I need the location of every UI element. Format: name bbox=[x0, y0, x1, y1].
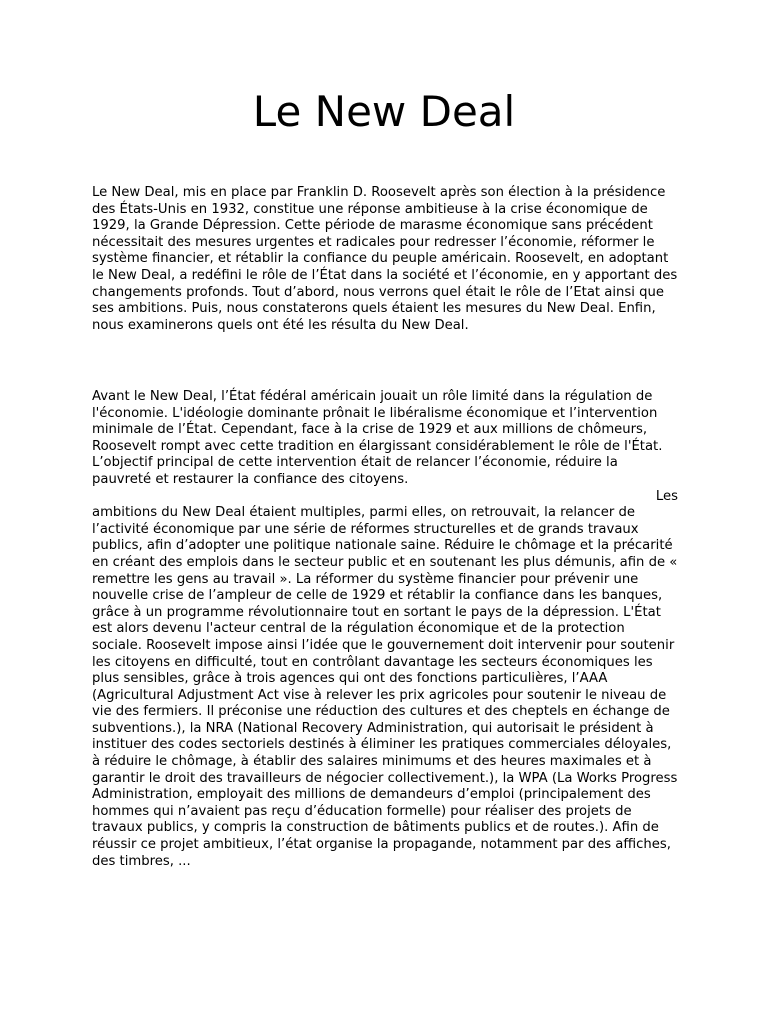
paragraph-role-of-state bbox=[92, 389, 678, 870]
paragraph-text: Avant le New Deal, l’État fédéral américain jouait un rôle limité dans la régulation de l'économie. L'idéologie dominante prônait le libéralisme économique et l’intervention minimale de l’État. Cependant, face à la crise de 1929 et aux millions de chômeurs, Roosevelt rompt avec cette tradition en élargissant considérablement le rôle de l'État. L’objectif principal de cette intervention était de relancer l’économie, réduire la pauvreté et restaurer la confiance des citoyens. bbox=[92, 389, 663, 487]
paragraph-introduction: Le New Deal, mis en place par Franklin D. Roosevelt après son élection à la présidence des États-Unis en 1932, constitue une réponse ambitieuse à la crise économique de 1929, la Grande Dépression. Cette période de marasme économique sans précédent nécessitait des mesures urgentes et radicales pour redresser l’économie, réformer le système financier, et rétablir la confiance du peuple américain. Roosevelt, en adoptant le New Deal, a redéfini le rôle de l’État dans la société et l’économie, en y apportant des changements profonds. Tout d’abord, nous verrons quel était le rôle de l’Etat ainsi que ses ambitions. Puis, nous constaterons quels étaient les mesures du New Deal. Enfin, nous examinerons quels ont été les résulta du New Deal. bbox=[92, 185, 678, 333]
paragraph-text: Les bbox=[655, 488, 678, 504]
document-title: Le New Deal bbox=[252, 87, 516, 136]
paragraph-text: ambitions du New Deal étaient multiples, parmi elles, on retrouvait, la relancer de l’activité économique par une série de réformes structurelles et de grands travaux publics, afin d’adopter une politique nationale saine. Réduire le chômage et la précarité en créant des emplois dans le secteur public et en soutenant les plus démunis, afin de « remettre les gens au travail ». La réformer du système financier pour prévenir une nouvelle crise de l’ampleur de celle de 1929 et rétablir la confiance dans les banques, grâce à un programme révolutionnaire tout en sortant le pays de la dépression. L'État est alors devenu l'acteur central de la régulation économique et de la protection sociale. Roosevelt impose ainsi l’idée que le gouvernement doit intervenir pour soutenir les citoyens en difficulté, tout en contrôlant davantage les secteurs économiques les plus sensibles, grâce à trois agences qui ont des fonctions particulières, l’AAA (Agricultural Adjustment Act vise à relever les prix agricoles pour soutenir le niveau de vie des fermiers. Il préconise une réduction des cultures et des cheptels en échange de subventions.), la NRA (National Recovery Administration, qui autorisait le président à instituer des codes sectoriels destinés à éliminer les pratiques commerciales déloyales, à réduire le chômage, à établir des salaires minimums et des heures maximales et à garantir le droit des travailleurs de négocier collectivement.), la WPA (La Works Progress Administration, employait des millions de demandeurs d’emploi (principalement des hommes qui n’avaient pas reçu d’éducation formelle) pour réaliser des projets de travaux publics, y compris la construction de bâtiments publics et de routes.). Afin de réussir ce projet ambitieux, l’état organise la propagande, notamment par des affiches, des timbres, ... bbox=[92, 505, 678, 869]
